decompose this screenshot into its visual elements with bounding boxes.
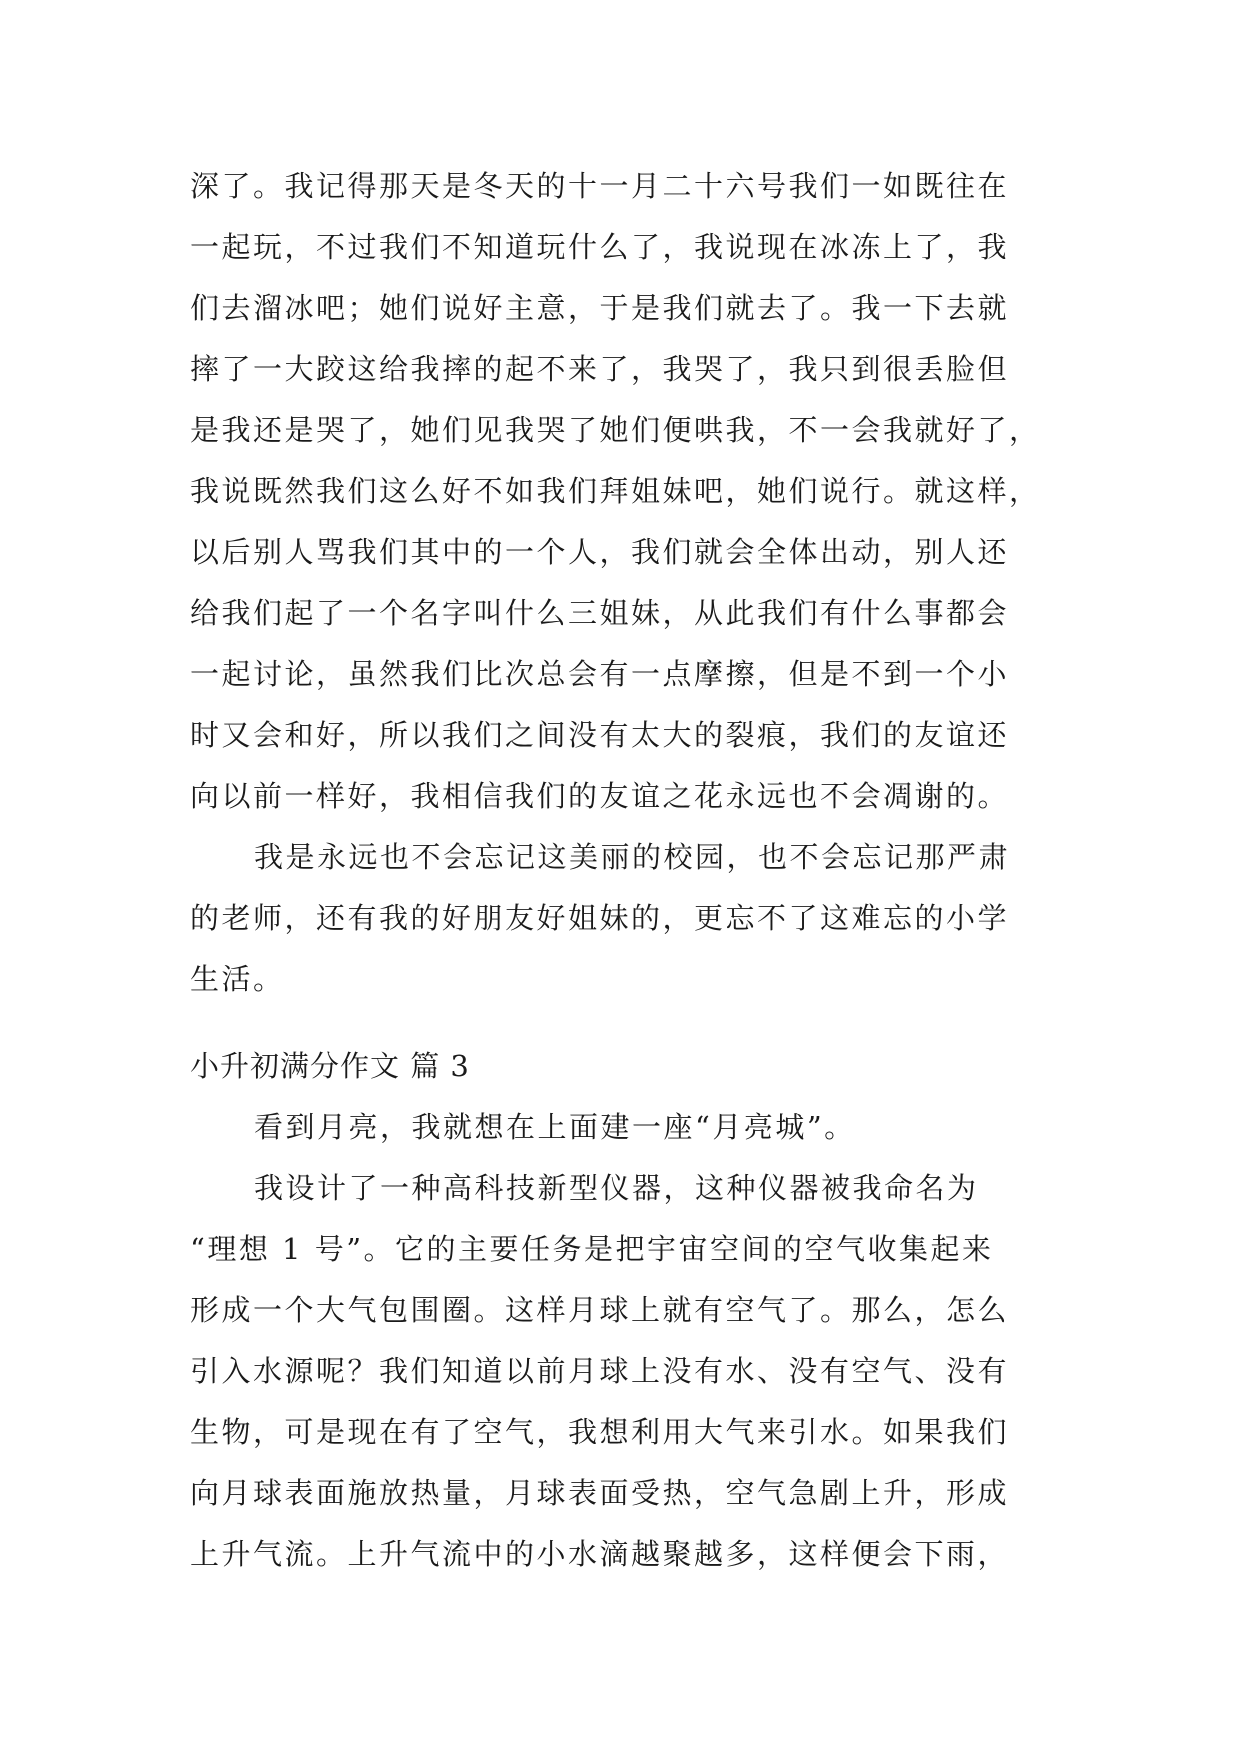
text-line: 形成一个大气包围圈。这样月球上就有空气了。那么，怎么 (190, 1293, 1010, 1327)
text-line: 摔了一大跤这给我摔的起不来了，我哭了，我只到很丢脸但 (190, 352, 1010, 386)
text-line: 看到月亮，我就想在上面建一座“月亮城”。 (254, 1110, 856, 1144)
section-heading: 小升初满分作文 篇 3 (190, 1049, 470, 1083)
text-line: 给我们起了一个名字叫什么三姐妹，从此我们有什么事都会 (190, 596, 1010, 630)
text-line: 生物，可是现在有了空气，我想利用大气来引水。如果我们 (190, 1415, 1010, 1449)
text-line: 深了。我记得那天是冬天的十一月二十六号我们一如既往在 (190, 169, 1010, 203)
text-line: 以后别人骂我们其中的一个人，我们就会全体出动，别人还 (190, 535, 1010, 569)
text-line: 向月球表面施放热量，月球表面受热，空气急剧上升，形成 (190, 1476, 1010, 1510)
text-line: 我是永远也不会忘记这美丽的校园，也不会忘记那严肃 (254, 840, 1011, 874)
text-line: 上升气流。上升气流中的小水滴越聚越多，这样便会下雨， (190, 1537, 1010, 1571)
text-line: 是我还是哭了，她们见我哭了她们便哄我，不一会我就好了， (190, 413, 1041, 447)
text-line: 我设计了一种高科技新型仪器，这种仪器被我命名为 (254, 1171, 979, 1205)
text-line: “理想 1 号”。它的主要任务是把宇宙空间的空气收集起来 (190, 1232, 994, 1266)
text-line: 的老师，还有我的好朋友好姐妹的，更忘不了这难忘的小学 (190, 901, 1010, 935)
text-line: 我说既然我们这么好不如我们拜姐妹吧，她们说行。就这样， (190, 474, 1041, 508)
text-line: 向以前一样好，我相信我们的友谊之花永远也不会凋谢的。 (190, 779, 1010, 813)
text-line: 引入水源呢？我们知道以前月球上没有水、没有空气、没有 (190, 1354, 1010, 1388)
text-line: 一起讨论，虽然我们比次总会有一点摩擦，但是不到一个小 (190, 657, 1010, 691)
text-line: 一起玩，不过我们不知道玩什么了，我说现在冰冻上了，我 (190, 230, 1010, 264)
text-section-3 (190, 1097, 1070, 1585)
text-section-1 (190, 156, 1070, 1010)
text-line: 们去溜冰吧；她们说好主意，于是我们就去了。我一下去就 (190, 291, 1010, 325)
text-line: 生活。 (190, 962, 285, 996)
text-line: 时又会和好，所以我们之间没有太大的裂痕，我们的友谊还 (190, 718, 1010, 752)
